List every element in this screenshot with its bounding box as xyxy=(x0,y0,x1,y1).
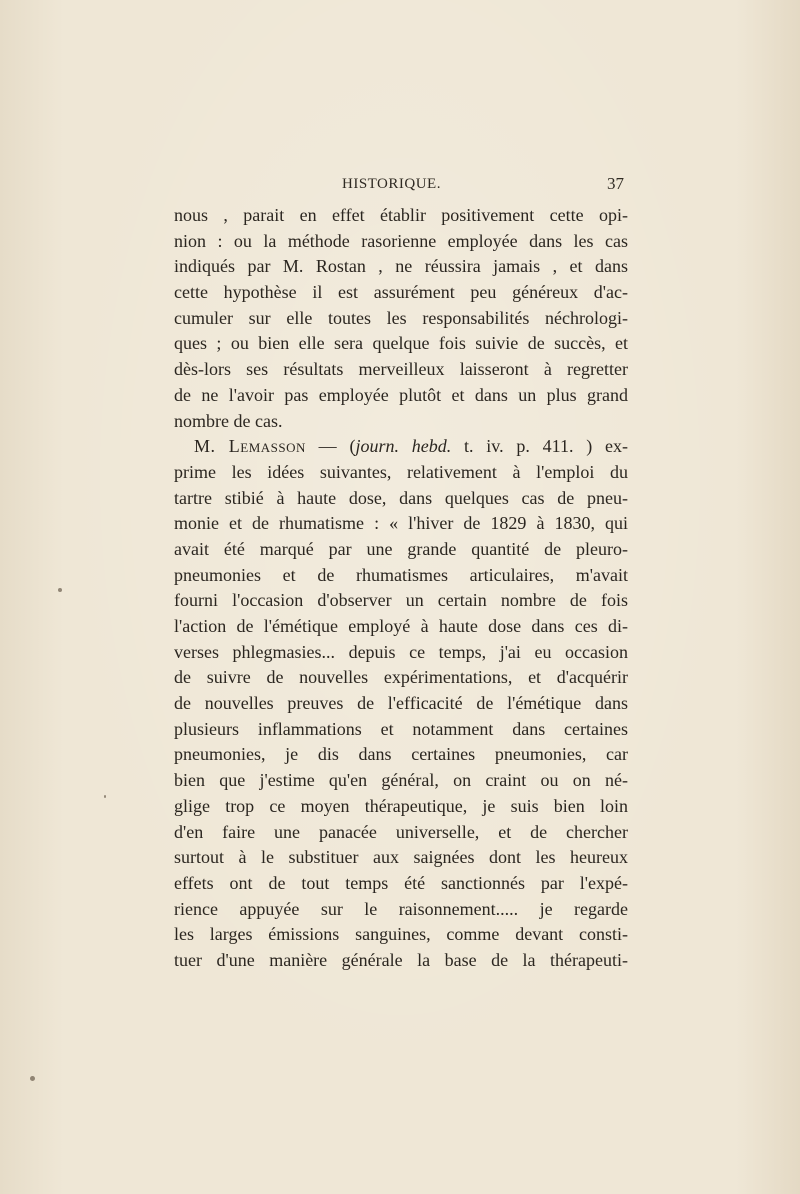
text-line: nion : ou la méthode rasorienne employée dans les cas xyxy=(174,230,628,251)
text-line: nous , parait en effet établir positivement cette opi- xyxy=(174,205,628,225)
running-title: HISTORIQUE. xyxy=(342,176,441,192)
text-line: verses phlegmasies... depuis ce temps, j'ai eu occasion xyxy=(174,641,628,662)
text-line: dès-lors ses résultats merveilleux laisseront à regretter xyxy=(174,359,628,380)
text-line: bien que j'estime qu'en général, on craint ou on né- xyxy=(174,770,628,791)
text-line: de ne l'avoir pas employée plutôt et dans un plus grand xyxy=(174,384,628,405)
text-line: tuer d'une manière générale la base de la thérapeuti- xyxy=(174,949,628,970)
paragraph-2 xyxy=(174,434,628,973)
text-line: indiqués par M. Rostan , ne réussira jamais , et dans xyxy=(174,256,628,277)
citation-journal: journ. hebd. xyxy=(355,436,452,457)
text-line: tartre stibié à haute dose, dans quelques cas de pneu- xyxy=(174,487,628,508)
text-line: effets ont de tout temps été sanctionnés par l'expé- xyxy=(174,872,628,893)
text-line: prime les idées suivantes, relativement à l'emploi du xyxy=(174,461,628,482)
text-line: les larges émissions sanguines, comme devant consti- xyxy=(174,924,628,945)
text-line: cumuler sur elle toutes les responsabilités néchrologi- xyxy=(174,307,628,328)
text-line: pneumonies et de rhumatismes articulaires, m'avait xyxy=(174,564,628,585)
text-line: plusieurs inflammations et notamment dans certaines xyxy=(174,718,628,739)
citation-dash: — ( xyxy=(305,436,356,457)
paper-speck xyxy=(30,1076,35,1081)
paper-speck xyxy=(58,588,62,592)
text-line: de suivre de nouvelles expérimentations, et d'acquérir xyxy=(174,667,628,688)
citation-ref: t. iv. p. 411. ) ex- xyxy=(451,436,629,457)
text-line: glige trop ce moyen thérapeutique, je suis bien loin xyxy=(174,795,628,816)
text-line: cette hypothèse il est assurément peu généreux d'ac- xyxy=(174,282,628,303)
paper-speck xyxy=(104,795,106,798)
page-number: 37 xyxy=(607,174,624,193)
text-line: monie et de rhumatisme : « l'hiver de 1829 à 1830, qui xyxy=(174,513,628,534)
text-line: nombre de cas. xyxy=(174,410,283,431)
text-line: ques ; ou bien elle sera quelque fois suivie de succès, et xyxy=(174,333,628,354)
text-line: surtout à le substituer aux saignées dont les heureux xyxy=(174,847,628,868)
body-text xyxy=(174,203,628,974)
text-line: de nouvelles preuves de l'efficacité de l'émétique dans xyxy=(174,693,628,714)
text-line: rience appuyée sur le raisonnement..... je regarde xyxy=(174,898,628,919)
text-line: fourni l'occasion d'observer un certain nombre de fois xyxy=(174,590,628,611)
running-head xyxy=(174,176,630,198)
paragraph-1 xyxy=(174,203,628,434)
text-line: avait été marqué par une grande quantité de pleuro- xyxy=(174,538,628,559)
citation-line xyxy=(174,434,628,460)
author-name: M. Lemasson xyxy=(194,436,306,457)
text-line: l'action de l'émétique employé à haute dose dans ces di- xyxy=(174,616,628,636)
text-line: d'en faire une panacée universelle, et de chercher xyxy=(174,821,628,842)
text-line: pneumonies, je dis dans certaines pneumonies, car xyxy=(174,744,628,765)
